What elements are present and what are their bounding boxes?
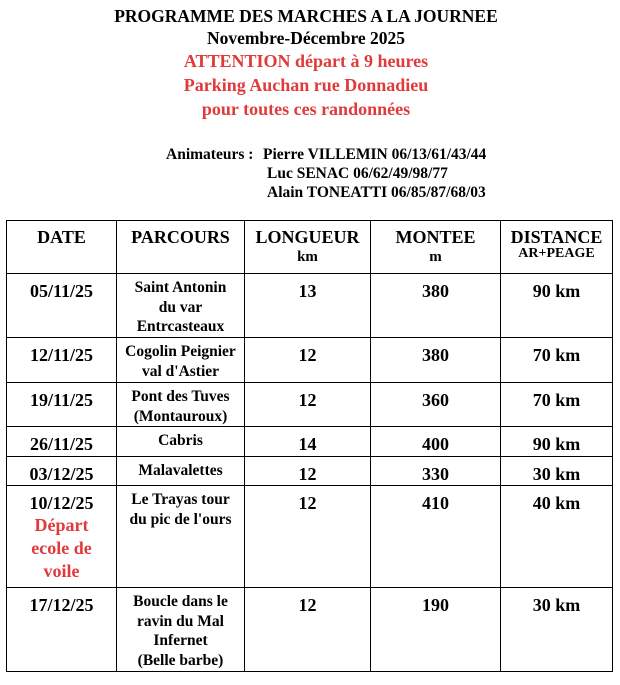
cell-montee: 380 <box>371 274 501 338</box>
cell-montee: 190 <box>371 588 501 672</box>
period-subtitle: Novembre-Décembre 2025 <box>206 28 406 48</box>
departure-note: Départ ecole de voile <box>31 515 92 581</box>
header-parcours: PARCOURS <box>117 221 245 274</box>
header-montee: MONTEE m <box>371 221 501 274</box>
cell-parcours: Cabris <box>117 427 245 457</box>
cell-longueur: 12 <box>245 338 371 383</box>
cell-date: 10/12/25 Départ ecole de voile <box>7 486 117 588</box>
cell-longueur: 12 <box>245 457 371 486</box>
cell-longueur: 14 <box>245 427 371 457</box>
cell-distance: 70 km <box>501 338 613 383</box>
table-row <box>7 338 613 383</box>
header-longueur: LONGUEUR km <box>245 221 371 274</box>
table-header-row <box>7 221 613 274</box>
cell-distance: 90 km <box>501 427 613 457</box>
table-row <box>7 274 613 338</box>
animateurs-label: Animateurs : <box>166 146 254 163</box>
page-header <box>0 6 612 121</box>
cell-date: 03/12/25 <box>7 457 117 486</box>
cell-date: 26/11/25 <box>7 427 117 457</box>
cell-montee: 380 <box>371 338 501 383</box>
animateur-3: Alain TONEATTI 06/85/87/68/03 <box>267 184 486 201</box>
cell-parcours: Malavalettes <box>117 457 245 486</box>
cell-longueur: 12 <box>245 486 371 588</box>
cell-distance: 90 km <box>501 274 613 338</box>
page-title: PROGRAMME DES MARCHES A LA JOURNEE <box>114 6 498 26</box>
cell-longueur: 12 <box>245 588 371 672</box>
table-row <box>7 427 613 457</box>
cell-parcours: Boucle dans le ravin du Mal Infernet (Belle barbe) <box>117 588 245 672</box>
cell-distance: 70 km <box>501 383 613 427</box>
animateur-1: Pierre VILLEMIN 06/13/61/43/44 <box>263 146 487 163</box>
cell-longueur: 12 <box>245 383 371 427</box>
cell-date: 19/11/25 <box>7 383 117 427</box>
cell-parcours: Pont des Tuves (Montauroux) <box>117 383 245 427</box>
header-distance: DISTANCE AR+PEAGE <box>501 221 613 274</box>
cell-longueur: 13 <box>245 274 371 338</box>
cell-montee: 360 <box>371 383 501 427</box>
cell-parcours: Cogolin Peignier val d'Astier <box>117 338 245 383</box>
cell-parcours: Saint Antonin du var Entrcasteaux <box>117 274 245 338</box>
cell-date: 12/11/25 <box>7 338 117 383</box>
scope-notice: pour toutes ces randonnées <box>201 99 411 119</box>
cell-date: 17/12/25 <box>7 588 117 672</box>
cell-distance: 30 km <box>501 588 613 672</box>
attention-notice: ATTENTION départ à 9 heures <box>183 51 429 71</box>
animateur-2: Luc SENAC 06/62/49/98/77 <box>267 165 448 182</box>
schedule-table <box>6 220 613 672</box>
cell-distance: 40 km <box>501 486 613 588</box>
cell-montee: 410 <box>371 486 501 588</box>
table-row <box>7 457 613 486</box>
table-row <box>7 588 613 672</box>
cell-montee: 330 <box>371 457 501 486</box>
cell-date: 05/11/25 <box>7 274 117 338</box>
header-date: DATE <box>7 221 117 274</box>
cell-distance: 30 km <box>501 457 613 486</box>
table-row <box>7 486 613 588</box>
cell-montee: 400 <box>371 427 501 457</box>
parking-notice: Parking Auchan rue Donnadieu <box>183 75 429 95</box>
cell-parcours: Le Trayas tour du pic de l'ours <box>117 486 245 588</box>
table-row <box>7 383 613 427</box>
